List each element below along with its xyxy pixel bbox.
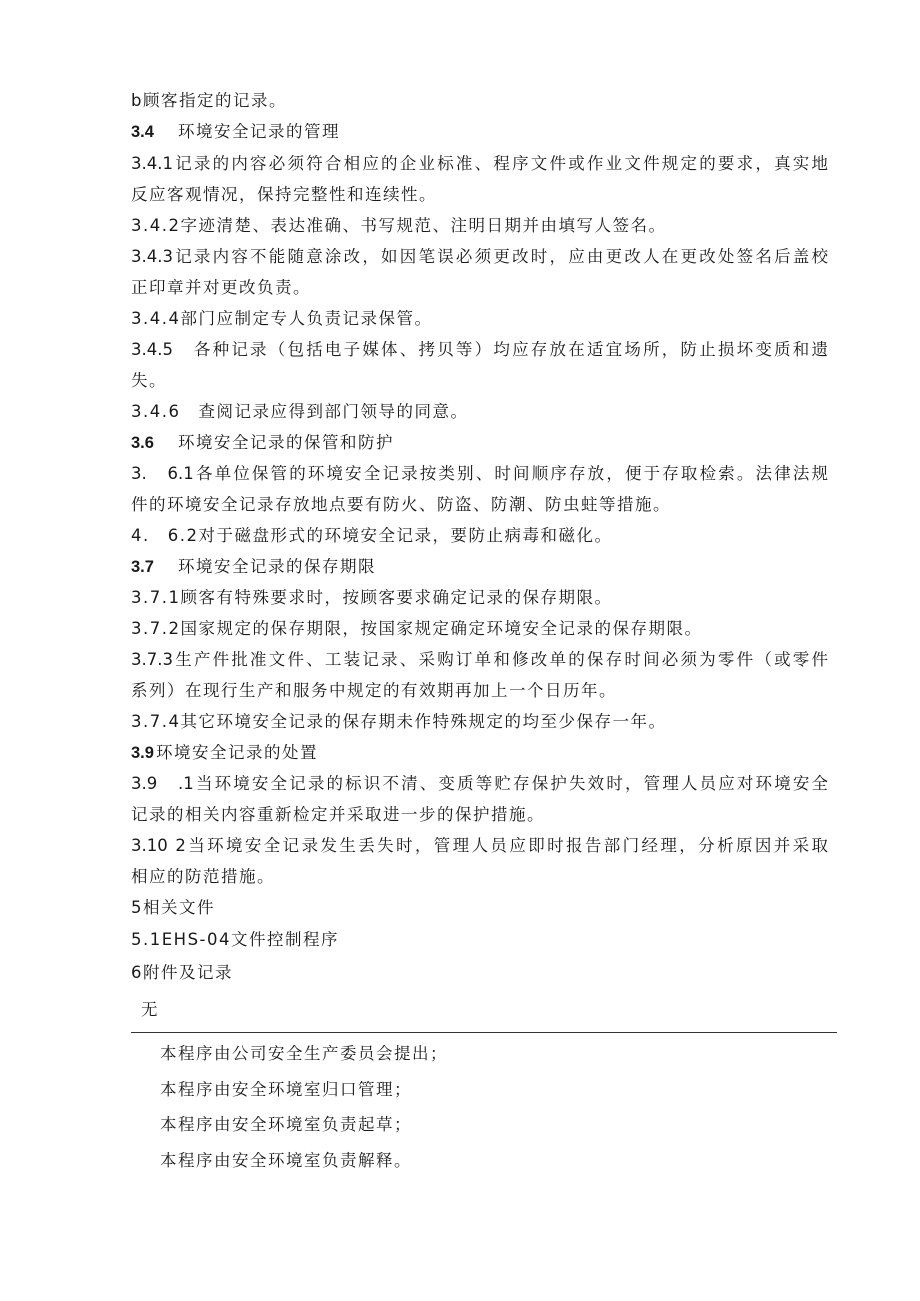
body-line: 3.7.2国家规定的保存期限，按国家规定确定环境安全记录的保存期限。	[131, 619, 703, 638]
section-title: 环境安全记录的管理	[177, 122, 340, 141]
body-line: 失。	[131, 371, 167, 390]
body-line: 相应的防范措施。	[131, 867, 275, 886]
body-line: 4. 6.2对于磁盘形式的环境安全记录，要防止病毒和磁化。	[131, 526, 613, 545]
section-title: 环境安全记录的保管和防护	[177, 433, 394, 452]
body-line: 正印章并对更改负责。	[131, 278, 311, 297]
body-line: b顾客指定的记录。	[131, 91, 287, 110]
section-number: 3.4	[131, 123, 154, 141]
footer-note: 本程序由安全环境室负责起草；	[160, 1115, 412, 1134]
section-number: 3.9	[131, 744, 154, 762]
body-line: 3.7.1顾客有特殊要求时，按顾客要求确定记录的保存期限。	[131, 588, 613, 607]
body-line: 3. 6.1各单位保管的环境安全记录按类别、时间顺序存放，便于存取检索。法律法规	[131, 464, 828, 483]
section-number: 3.6	[131, 434, 154, 452]
footer-divider	[131, 1032, 837, 1033]
section-heading	[131, 432, 394, 454]
section-heading: 6附件及记录	[131, 963, 233, 982]
body-line: 反应客观情况，保持完整性和连续性。	[131, 185, 437, 204]
footer-note: 本程序由安全环境室归口管理；	[160, 1080, 412, 1099]
body-line: 3.4.3记录内容不能随意涂改，如因笔误必须更改时，应由更改人在更改处签名后盖校	[131, 247, 828, 266]
body-line: 系列）在现行生产和服务中规定的有效期再加上一个日历年。	[131, 681, 617, 700]
body-line: 件的环境安全记录存放地点要有防火、防盗、防潮、防虫蛀等措施。	[131, 495, 671, 514]
section-number: 3.7	[131, 558, 154, 576]
body-line: 3.4.4部门应制定专人负责记录保管。	[131, 309, 433, 328]
body-line: 3.4.2字迹清楚、表达准确、书写规范、注明日期并由填写人签名。	[131, 216, 667, 235]
section-heading	[131, 742, 318, 764]
body-line: 3.9 .1当环境安全记录的标识不清、变质等贮存保护失效时，管理人员应对环境安全	[131, 774, 828, 793]
body-line: 5.1EHS-04文件控制程序	[131, 930, 339, 949]
body-line: 3.7.4其它环境安全记录的保存期未作特殊规定的均至少保存一年。	[131, 712, 667, 731]
footer-note: 本程序由安全环境室负责解释。	[160, 1151, 412, 1170]
body-line: 3.10 2当环境安全记录发生丢失时，管理人员应即时报告部门经理，分析原因并采取	[131, 836, 828, 855]
footer-note: 本程序由公司安全生产委员会提出；	[160, 1044, 448, 1063]
body-line: 3.4.5 各种记录（包括电子媒体、拷贝等）均应存放在适宜场所，防止损坏变质和遗	[131, 340, 828, 359]
body-line: 无	[141, 1000, 159, 1019]
section-title: 环境安全记录的保存期限	[177, 557, 376, 576]
body-line: 3.4.1记录的内容必须符合相应的企业标准、程序文件或作业文件规定的要求，真实地	[131, 154, 828, 173]
body-line: 3.4.6 查阅记录应得到部门领导的同意。	[131, 402, 469, 421]
section-heading	[131, 121, 340, 143]
body-line: 记录的相关内容重新检定并采取进一步的保护措施。	[131, 805, 545, 824]
section-heading	[131, 556, 376, 578]
section-heading: 5相关文件	[131, 898, 215, 917]
body-line: 3.7.3生产件批准文件、工装记录、采购订单和修改单的保存时间必须为零件（或零件	[131, 650, 828, 669]
section-title: 环境安全记录的处置	[155, 743, 318, 762]
